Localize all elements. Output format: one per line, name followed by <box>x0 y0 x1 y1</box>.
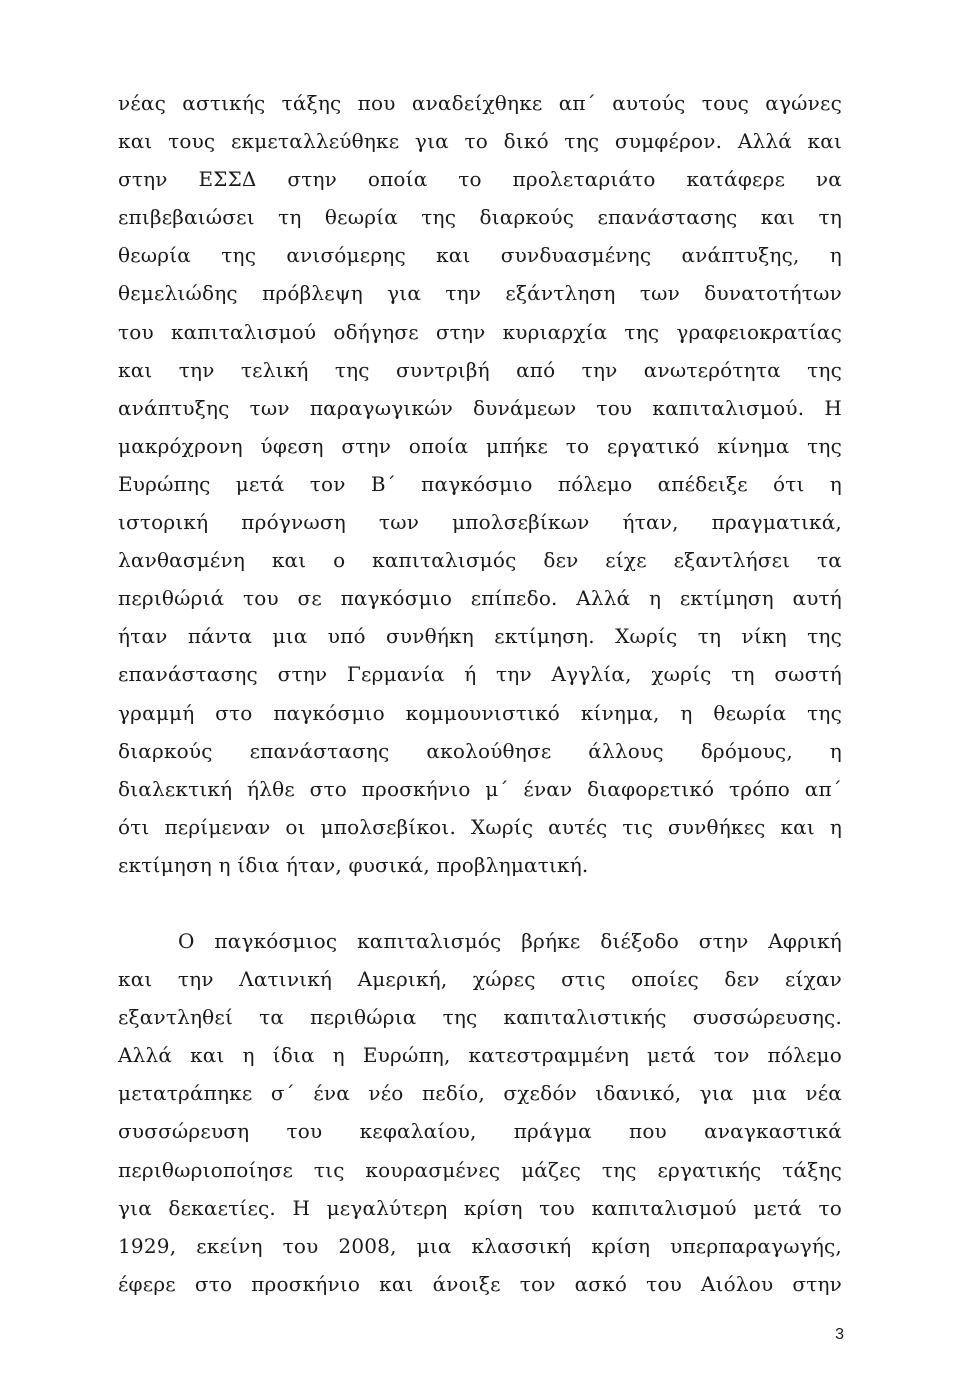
text-line: έφερε στο προσκήνιο και άνοιξε τον ασκό του Αιόλου στην <box>118 1271 842 1296</box>
text-line: νέας αστικής τάξης που αναδείχθηκε απ΄ αυτούς τους αγώνες <box>118 91 842 115</box>
text-line: για δεκαετίες. Η μεγαλύτερη κρίση του καπιταλισμού μετά το <box>118 1195 842 1220</box>
text-line: Ευρώπης μετά τον Β΄ παγκόσμιο πόλεμο απέδειξε ότι η <box>118 471 842 496</box>
text-line: ήταν πάντα μια υπό συνθήκη εκτίμηση. Χωρίς τη νίκη της <box>118 624 842 649</box>
text-line: Αλλά και η ίδια η Ευρώπη, κατεστραμμένη μετά τον πόλεμο <box>118 1043 842 1068</box>
text-line: μετατράπηκε σ΄ ένα νέο πεδίο, σχεδόν ιδανικό, για μια νέα <box>118 1081 842 1106</box>
text-line: μακρόχρονη ύφεση στην οποία μπήκε το εργατικό κίνημα της <box>118 433 842 458</box>
text-line: εκτίμηση η ίδια ήταν, φυσικά, προβληματική. <box>118 852 589 877</box>
text-line: και τους εκμεταλλεύθηκε για το δικό της συμφέρον. Αλλά και <box>118 129 842 154</box>
text-line: και την τελική της συντριβή από την ανωτερότητα της <box>118 357 842 382</box>
text-line: λανθασμένη και ο καπιταλισμός δεν είχε εξαντλήσει τα <box>118 548 842 573</box>
paragraph-2 <box>118 922 842 1303</box>
paragraph-1 <box>118 84 842 884</box>
text-line: ότι περίμεναν οι μπολσεβίκοι. Χωρίς αυτές τις συνθήκες και η <box>118 814 842 839</box>
paragraph-spacer <box>118 884 842 922</box>
text-line: επανάστασης στην Γερμανία ή την Αγγλία, χωρίς τη σωστή <box>118 662 842 687</box>
text-line: εξαντληθεί τα περιθώρια της καπιταλιστικής συσσώρευσης. <box>118 1005 842 1030</box>
text-line: ανάπτυξης των παραγωγικών δυνάμεων του καπιταλισμού. Η <box>118 395 842 420</box>
text-line: θεωρία της ανισόμερης και συνδυασμένης ανάπτυξης, η <box>118 243 842 268</box>
text-line: επιβεβαιώσει τη θεωρία της διαρκούς επανάστασης και τη <box>118 205 842 230</box>
page-number: 3 <box>835 1326 844 1343</box>
text-line: στην ΕΣΣΔ στην οποία το προλεταριάτο κατάφερε να <box>118 167 842 192</box>
text-line: θεμελιώδης πρόβλεψη για την εξάντληση των δυνατοτήτων <box>118 281 842 306</box>
text-line: συσσώρευση του κεφαλαίου, πράγμα που αναγκαστικά <box>118 1119 842 1144</box>
text-line: του καπιταλισμού οδήγησε στην κυριαρχία της γραφειοκρατίας <box>118 319 842 344</box>
text-line: περιθωριοποίησε τις κουρασμένες μάζες της εργατικής τάξης <box>118 1157 842 1182</box>
text-line: περιθώριά του σε παγκόσμιο επίπεδο. Αλλά η εκτίμηση αυτή <box>118 586 842 611</box>
text-line: 1929, εκείνη του 2008, μια κλασσική κρίση υπερπαραγωγής, <box>118 1233 842 1258</box>
text-line: ιστορική πρόγνωση των μπολσεβίκων ήταν, πραγματικά, <box>118 510 842 535</box>
text-line: διαρκούς επανάστασης ακολούθησε άλλους δρόμους, η <box>118 738 842 763</box>
text-line: διαλεκτική ήλθε στο προσκήνιο μ΄ έναν διαφορετικό τρόπο απ΄ <box>118 776 842 801</box>
text-line: γραμμή στο παγκόσμιο κομμουνιστικό κίνημα, η θεωρία της <box>118 700 842 725</box>
text-line: Ο παγκόσμιος καπιταλισμός βρήκε διέξοδο στην Αφρική <box>178 928 842 953</box>
text-line: και την Λατινική Αμερική, χώρες στις οποίες δεν είχαν <box>118 967 842 992</box>
body-text <box>118 84 842 1303</box>
